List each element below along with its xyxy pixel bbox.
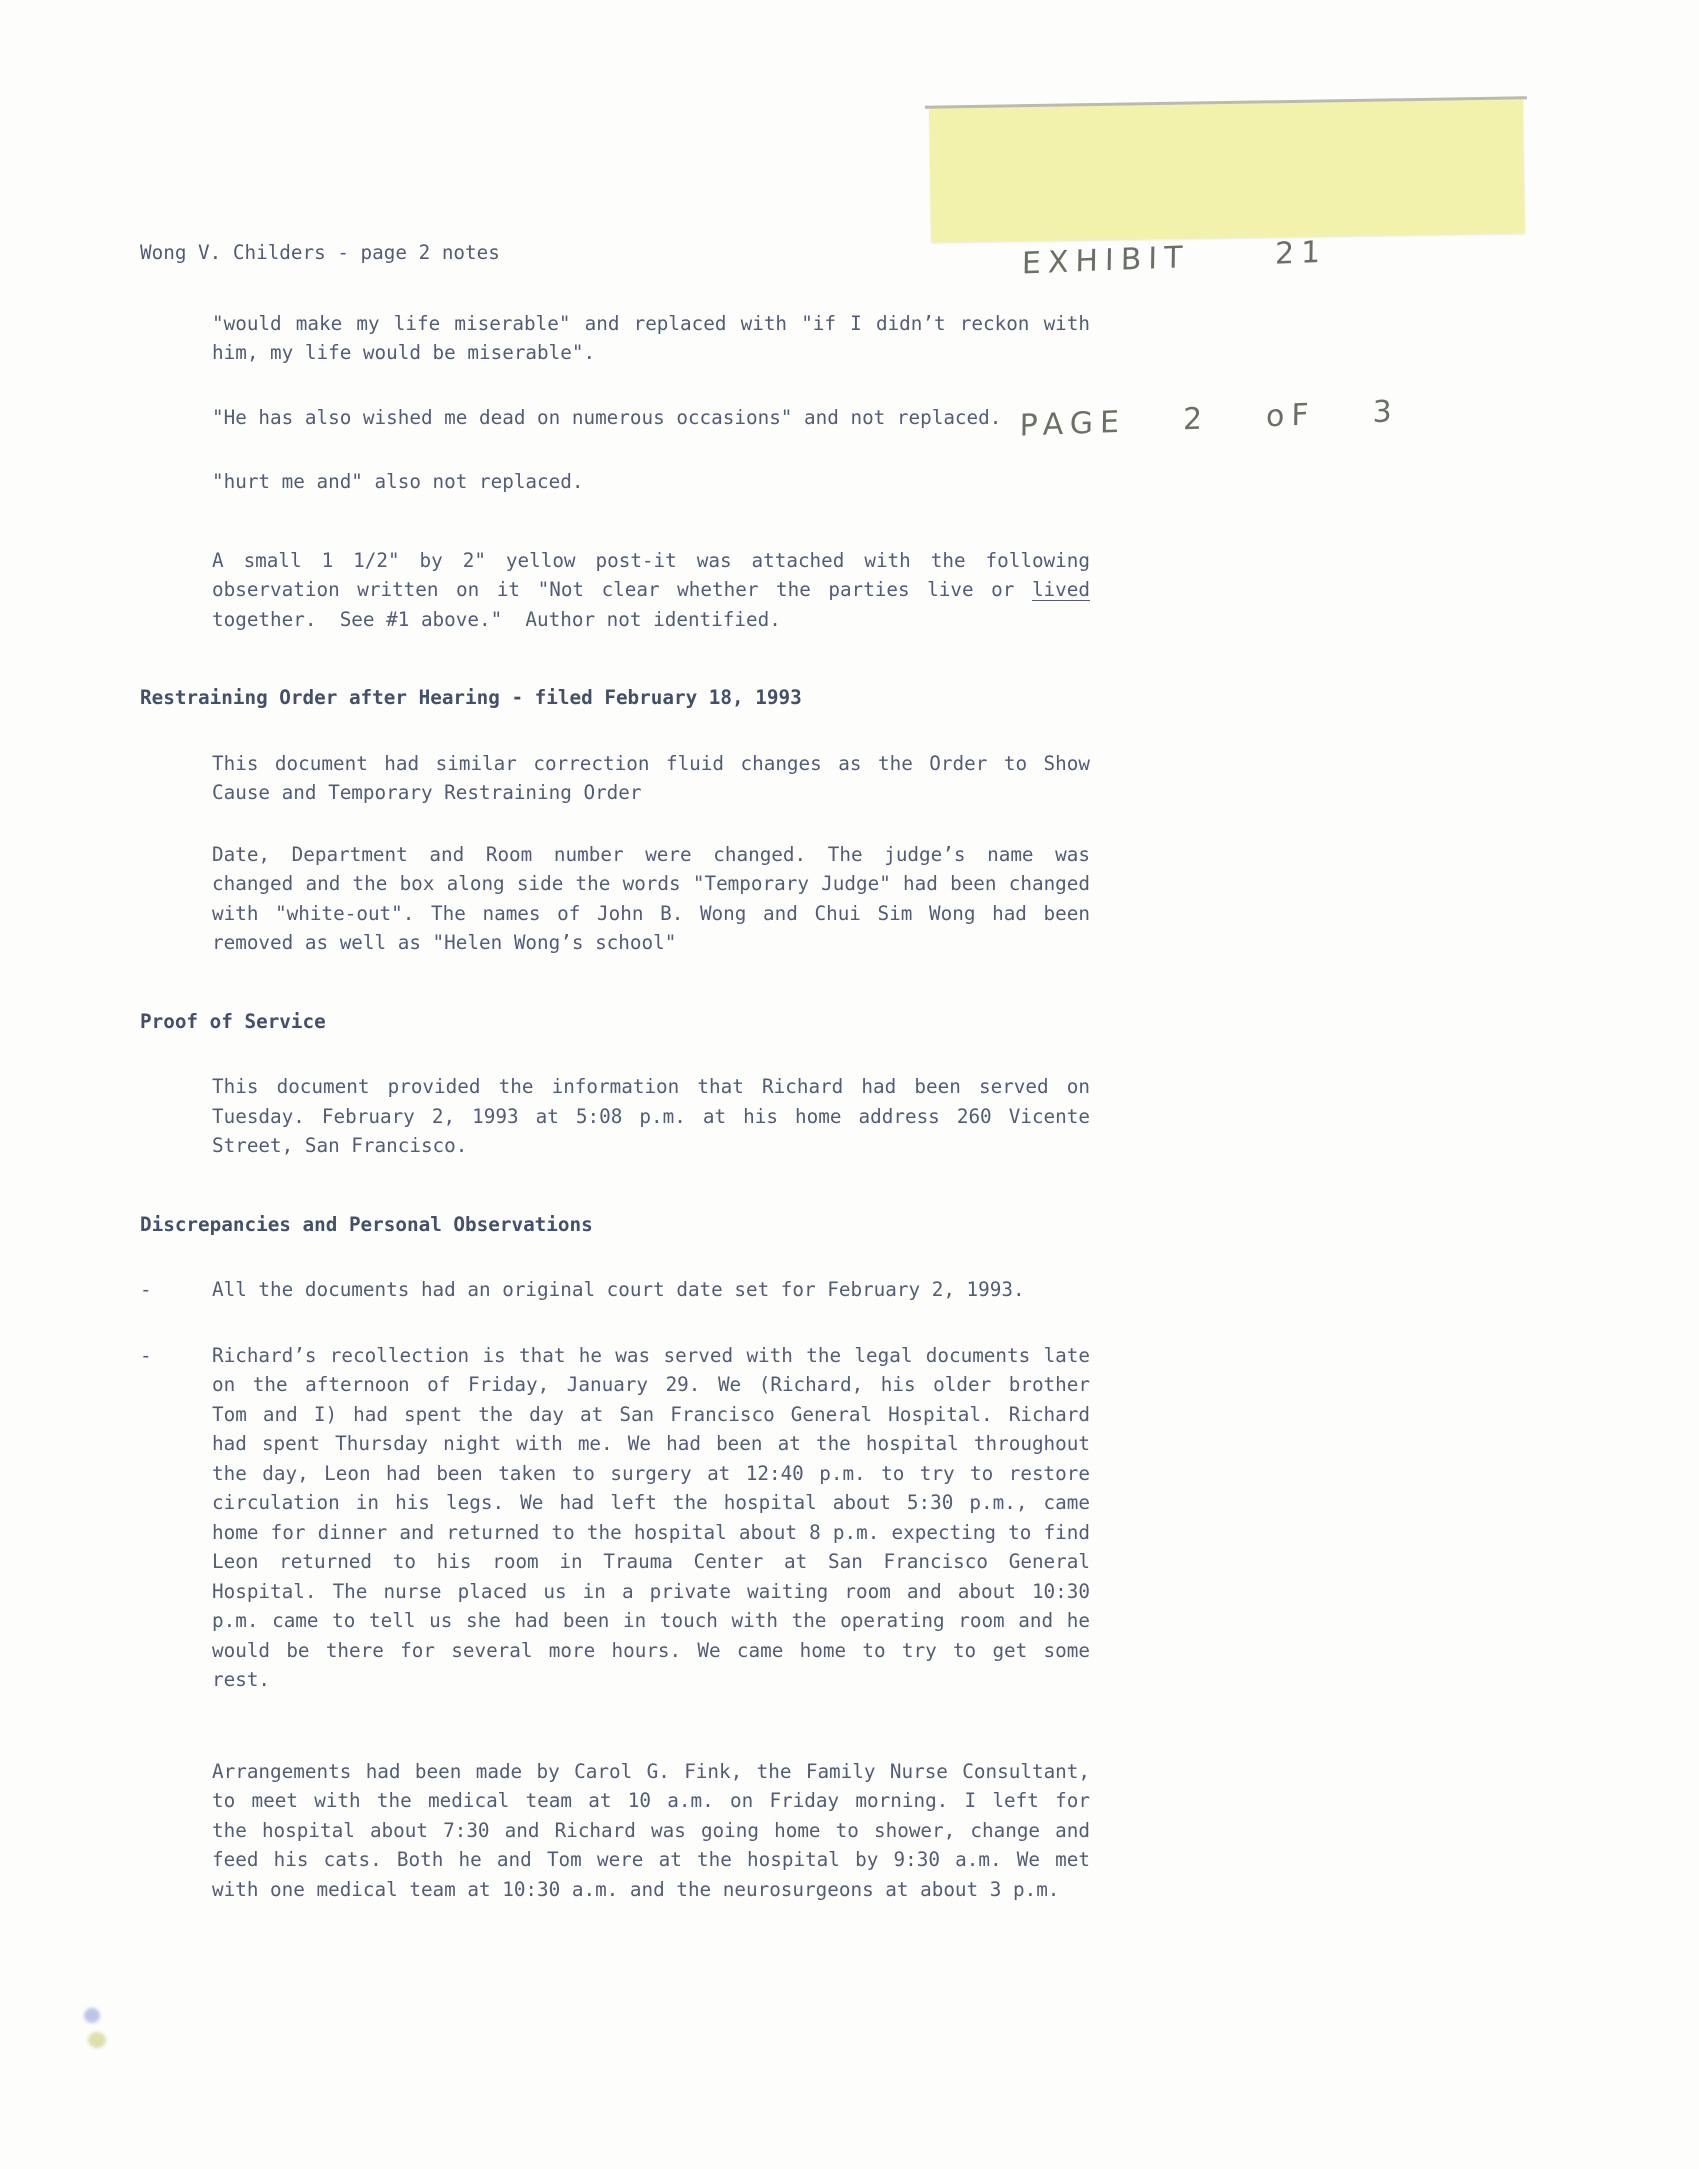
sticky-note-line-page: PAGE 2 oF 3	[1019, 394, 1399, 444]
text-line: together. See #1 above." Author not identified.	[212, 607, 781, 631]
text-line: home for dinner and returned to the hospital about 8 p.m. expecting to find	[212, 1520, 1090, 1544]
text-line: "would make my life miserable" and replaced with "if I didn’t reckon with	[212, 311, 1090, 335]
paragraph-date-department	[212, 840, 1090, 958]
text-line: All the documents had an original court date set for February 2, 1993.	[212, 1278, 1025, 1301]
text-line: Tom and I) had spent the day at San Francisco General Hospital. Richard	[212, 1402, 1090, 1426]
text-line: A small 1 1/2" by 2" yellow post-it was attached with the following	[212, 548, 1090, 572]
text-line: "hurt me and" also not replaced.	[212, 470, 584, 493]
text-line: changed and the box along side the words "Temporary Judge" had been changed	[212, 872, 1090, 895]
text-line: p.m. came to tell us she had been in touch with the operating room and he	[212, 1609, 1090, 1632]
paragraph-arrangements	[212, 1757, 1090, 1905]
paragraph-hurt-me	[212, 467, 1090, 497]
text-line: Arrangements had been made by Carol G. Fink, the Family Nurse Consultant,	[212, 1759, 1090, 1783]
text-line: feed his cats. Both he and Tom were at the hospital by 9:30 a.m. We met	[212, 1848, 1090, 1871]
text-line: Date, Department and Room number were changed. The judge’s name was	[212, 842, 1090, 866]
text-line: rest.	[212, 1668, 271, 1691]
text-line: Hospital. The nurse placed us in a private waiting room and about 10:30	[212, 1579, 1090, 1603]
text-line: removed as well as "Helen Wong’s school"	[212, 931, 677, 954]
list-item-recollection	[140, 1341, 1090, 1695]
text-line: the hospital about 7:30 and Richard was going home to shower, change and	[212, 1818, 1090, 1842]
paragraph-post-it	[212, 546, 1090, 635]
underlined-word-lived: lived	[1031, 578, 1090, 601]
document-body	[140, 238, 1090, 1904]
text-line: This document provided the information that Richard had been served on	[212, 1075, 1090, 1098]
text-line: to meet with the medical team at 10 a.m. on Friday morning. I left for	[212, 1789, 1090, 1812]
paragraph-wished-dead	[212, 403, 1090, 433]
section-heading-restraining-order: Restraining Order after Hearing - filed February 18, 1993	[140, 686, 802, 709]
smudge-mark	[88, 2032, 106, 2048]
text-line: had spent Thursday night with me. We had been at the hospital throughout	[212, 1432, 1090, 1455]
text-line: would be there for several more hours. We came home to try to get some	[212, 1638, 1090, 1662]
text-line: Cause and Temporary Restraining Order	[212, 781, 642, 804]
section-heading-proof-of-service: Proof of Service	[140, 1009, 326, 1033]
text-line: Richard’s recollection is that he was served with the legal documents late	[212, 1343, 1090, 1367]
text-line: This document had similar correction fluid changes as the Order to Show	[212, 751, 1090, 775]
text-segment: observation written on it "Not clear whether the parties live or	[212, 578, 1032, 601]
text-line: "He has also wished me dead on numerous occasions" and not replaced.	[212, 405, 1002, 429]
paragraph-served	[212, 1072, 1090, 1161]
smudge-mark	[84, 2008, 100, 2023]
text-line: circulation in his legs. We had left the hospital about 5:30 p.m., came	[212, 1491, 1090, 1514]
text-line: Street, San Francisco.	[212, 1134, 468, 1157]
sticky-note-edge-shadow	[925, 96, 1527, 108]
paragraph-correction-fluid	[212, 749, 1090, 808]
text-line	[212, 575, 1090, 605]
text-line: Tuesday. February 2, 1993 at 5:08 p.m. at his home address 260 Vicente	[212, 1104, 1090, 1128]
document-title: Wong V. Childers - page 2 notes	[140, 241, 500, 264]
dash-bullet: -	[140, 1278, 152, 1301]
text-line: him, my life would be miserable".	[212, 341, 596, 364]
text-line: with "white-out". The names of John B. Wong and Chui Sim Wong had been	[212, 901, 1090, 925]
sticky-note	[929, 99, 1525, 444]
paragraph-miserable-quote	[212, 309, 1090, 368]
sticky-note-line-exhibit: EXHIBIT 21	[1021, 234, 1328, 282]
text-line: with one medical team at 10:30 a.m. and the neurosurgeons at about 3 p.m.	[212, 1877, 1060, 1901]
list-item-court-date	[140, 1275, 1090, 1305]
dash-bullet: -	[140, 1343, 152, 1367]
section-heading-discrepancies: Discrepancies and Personal Observations	[140, 1212, 593, 1236]
text-line: the day, Leon had been taken to surgery at 12:40 p.m. to try to restore	[212, 1461, 1090, 1485]
text-line: Leon returned to his room in Trauma Center at San Francisco General	[212, 1550, 1090, 1573]
text-line: on the afternoon of Friday, January 29. We (Richard, his older brother	[212, 1373, 1090, 1396]
